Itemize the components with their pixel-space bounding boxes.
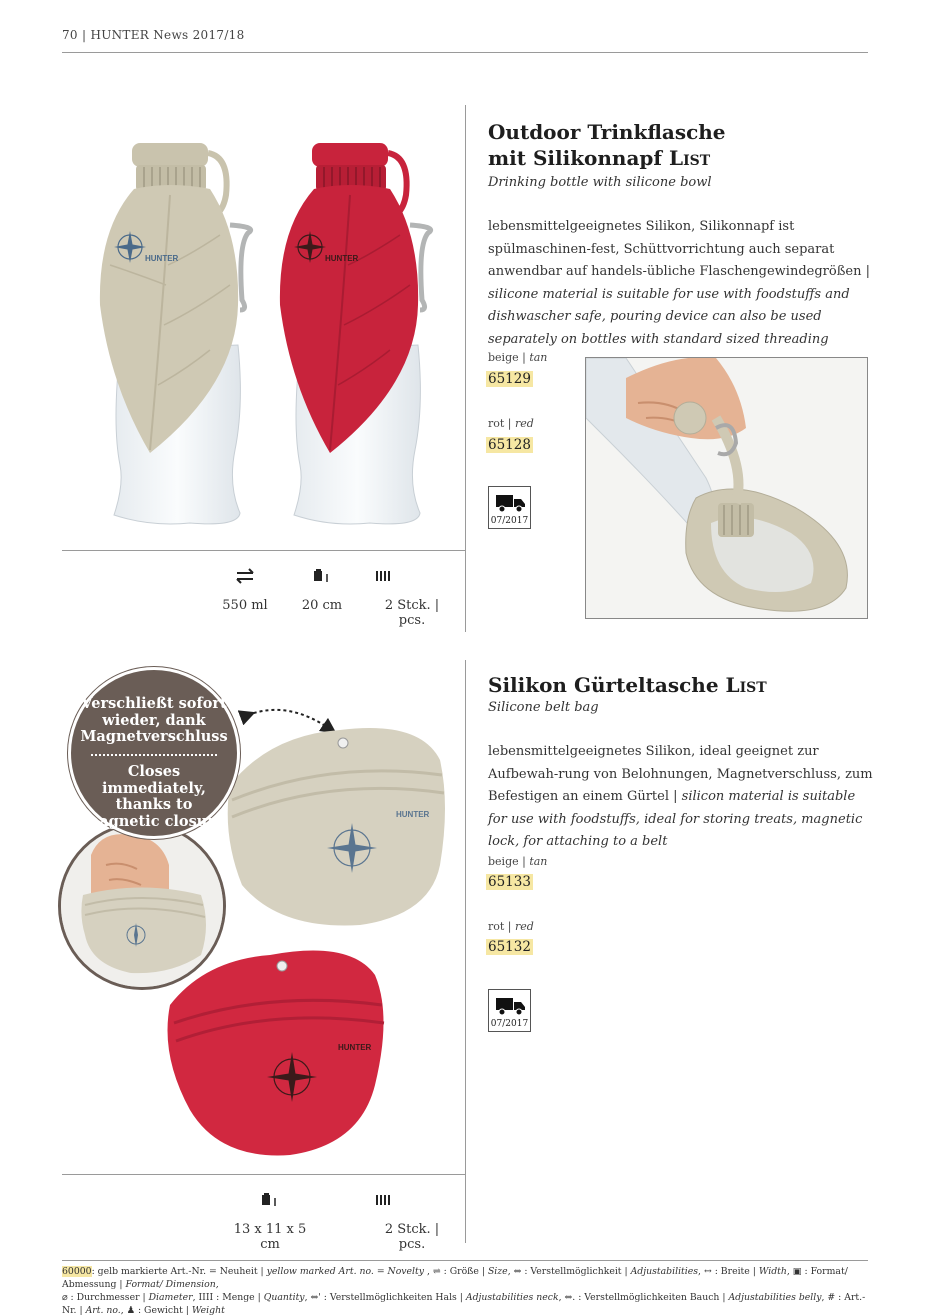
legend-line-1: 60000: gelb markierte Art.-Nr. = Neuheit | yellow marked Art. no. = Novelty , ⇌ : Größe | Size, ⇔ : Verstellmöglichkeit | Adjustabilities, ↔ : Breite | Width, ▣ : Format/ Abmessung | Format/ Dimension,	[62, 1266, 848, 1290]
product1-delivery-badge	[488, 486, 531, 529]
footer-divider	[62, 1260, 868, 1261]
spec-quantity-value: 2 Stck. | pcs.	[384, 598, 440, 628]
product2-artno-red: 65132	[488, 939, 531, 955]
bottles-product-image	[90, 135, 450, 535]
product1-artno-tan: 65129	[488, 371, 531, 387]
page-header: 70 | HUNTER News 2017/18	[62, 28, 245, 42]
quantity-icon	[372, 1190, 452, 1210]
product1-title-line1: Outdoor Trinkflasche	[488, 120, 726, 144]
product2-description	[488, 741, 873, 854]
product2-variant-red-label: rot | red	[488, 920, 534, 933]
format-icon	[225, 1190, 315, 1210]
spec-volume-value: 550 ml	[222, 598, 268, 613]
badge-text-en: Closes immediately, thanks to magnetic closure	[83, 763, 225, 830]
spec2-size	[225, 1190, 315, 1252]
product1-brand: List	[669, 146, 711, 170]
product2-description-en: silicon material is suitable for use with foodstuffs, ideal for storing treats, magnetic lock, for attaching to a belt	[488, 789, 863, 849]
product1-variant-red-label: rot | red	[488, 417, 534, 430]
size-icon	[215, 566, 275, 586]
product2-artno-tan: 65133	[488, 874, 531, 890]
magnet-closure-badge	[68, 667, 240, 839]
page-number: 70	[62, 28, 78, 42]
truck-icon	[496, 493, 526, 513]
svg-text:HUNTER: HUNTER	[325, 254, 359, 263]
product2-delivery-badge	[488, 989, 531, 1032]
header-divider	[62, 52, 868, 53]
hand-in-bag-illustration	[61, 825, 226, 990]
hand-bowl-illustration	[586, 358, 868, 619]
spec2-size-value: 13 x 11 x 5 cm	[233, 1222, 307, 1252]
product2-brand: List	[725, 673, 767, 697]
column-divider-bottom	[465, 660, 466, 1243]
hand-in-bag-photo	[58, 822, 226, 990]
bowl-usage-photo	[585, 357, 868, 619]
product1-subtitle: Drinking bottle with silicone bowl	[488, 175, 712, 190]
svg-text:HUNTER: HUNTER	[145, 254, 179, 263]
product2-variant-tan-label: beige | tan	[488, 855, 548, 868]
product1-title	[488, 119, 726, 171]
product1-title-line2: mit Silikonnapf List	[488, 146, 711, 170]
spec-divider-1	[62, 550, 466, 551]
publication-name: HUNTER News 2017/18	[90, 28, 245, 42]
delivery-date: 07/2017	[490, 1019, 529, 1029]
badge-text-de: Verschließt sofort wieder, dank Magnetverschluss	[80, 695, 228, 745]
svg-text:HUNTER: HUNTER	[396, 810, 430, 819]
spec-volume	[215, 566, 275, 613]
badge-divider	[91, 754, 217, 756]
product2-description-de: lebensmittelgeeignetes Silikon, ideal geeignet zur Aufbewah-rung von Belohnungen, Magnetverschluss, zum Befestigen an einem Gürtel |	[488, 744, 873, 804]
column-divider-top	[465, 105, 466, 632]
spec-size	[292, 566, 352, 613]
tan-belt-bag	[228, 728, 445, 926]
novelty-highlight-sample: 60000	[62, 1266, 92, 1277]
product1-description-de: lebensmittelgeeignetes Silikon, Silikonnapf ist spülmaschinen-fest, Schüttvorrichtung auch separat anwendbar auf handels-übliche Flaschengewindegrößen |	[488, 219, 870, 279]
spec-quantity	[372, 566, 452, 628]
product2-subtitle: Silicone belt bag	[488, 700, 599, 715]
product1-artno-red: 65128	[488, 437, 531, 453]
spec-divider-2	[62, 1174, 466, 1175]
format-icon	[292, 566, 352, 586]
legend-footer	[62, 1265, 868, 1315]
red-bottle	[280, 143, 431, 524]
product1-variant-tan-label: beige | tan	[488, 351, 548, 364]
spec2-quantity	[372, 1190, 452, 1252]
truck-icon	[496, 996, 526, 1016]
product2-title: Silikon Gürteltasche List	[488, 673, 767, 697]
spec-size-value: 20 cm	[301, 598, 343, 613]
delivery-date: 07/2017	[490, 516, 529, 526]
legend-line-2: ⌀ : Durchmesser | Diameter, IIII : Menge | Quantity, ⇔' : Verstellmöglichkeiten Hals | Adjustabilities neck, ⇔. : Verstellmöglichkeiten Bauch | Adjustabilities belly, # : Art.-Nr. | Art. no., ♟ : Gewicht | Weight	[62, 1292, 866, 1315]
tan-bottle	[100, 143, 251, 524]
svg-text:HUNTER: HUNTER	[338, 1043, 372, 1052]
spec2-quantity-value: 2 Stck. | pcs.	[384, 1222, 440, 1252]
red-belt-bag	[168, 951, 385, 1156]
product1-description-en: silicone material is suitable for use with foodstuffs and dishwascher safe, pouring device can also be used separately on bottles with standard sized threading	[488, 286, 850, 347]
product1-description	[488, 216, 873, 351]
quantity-icon	[372, 566, 452, 586]
